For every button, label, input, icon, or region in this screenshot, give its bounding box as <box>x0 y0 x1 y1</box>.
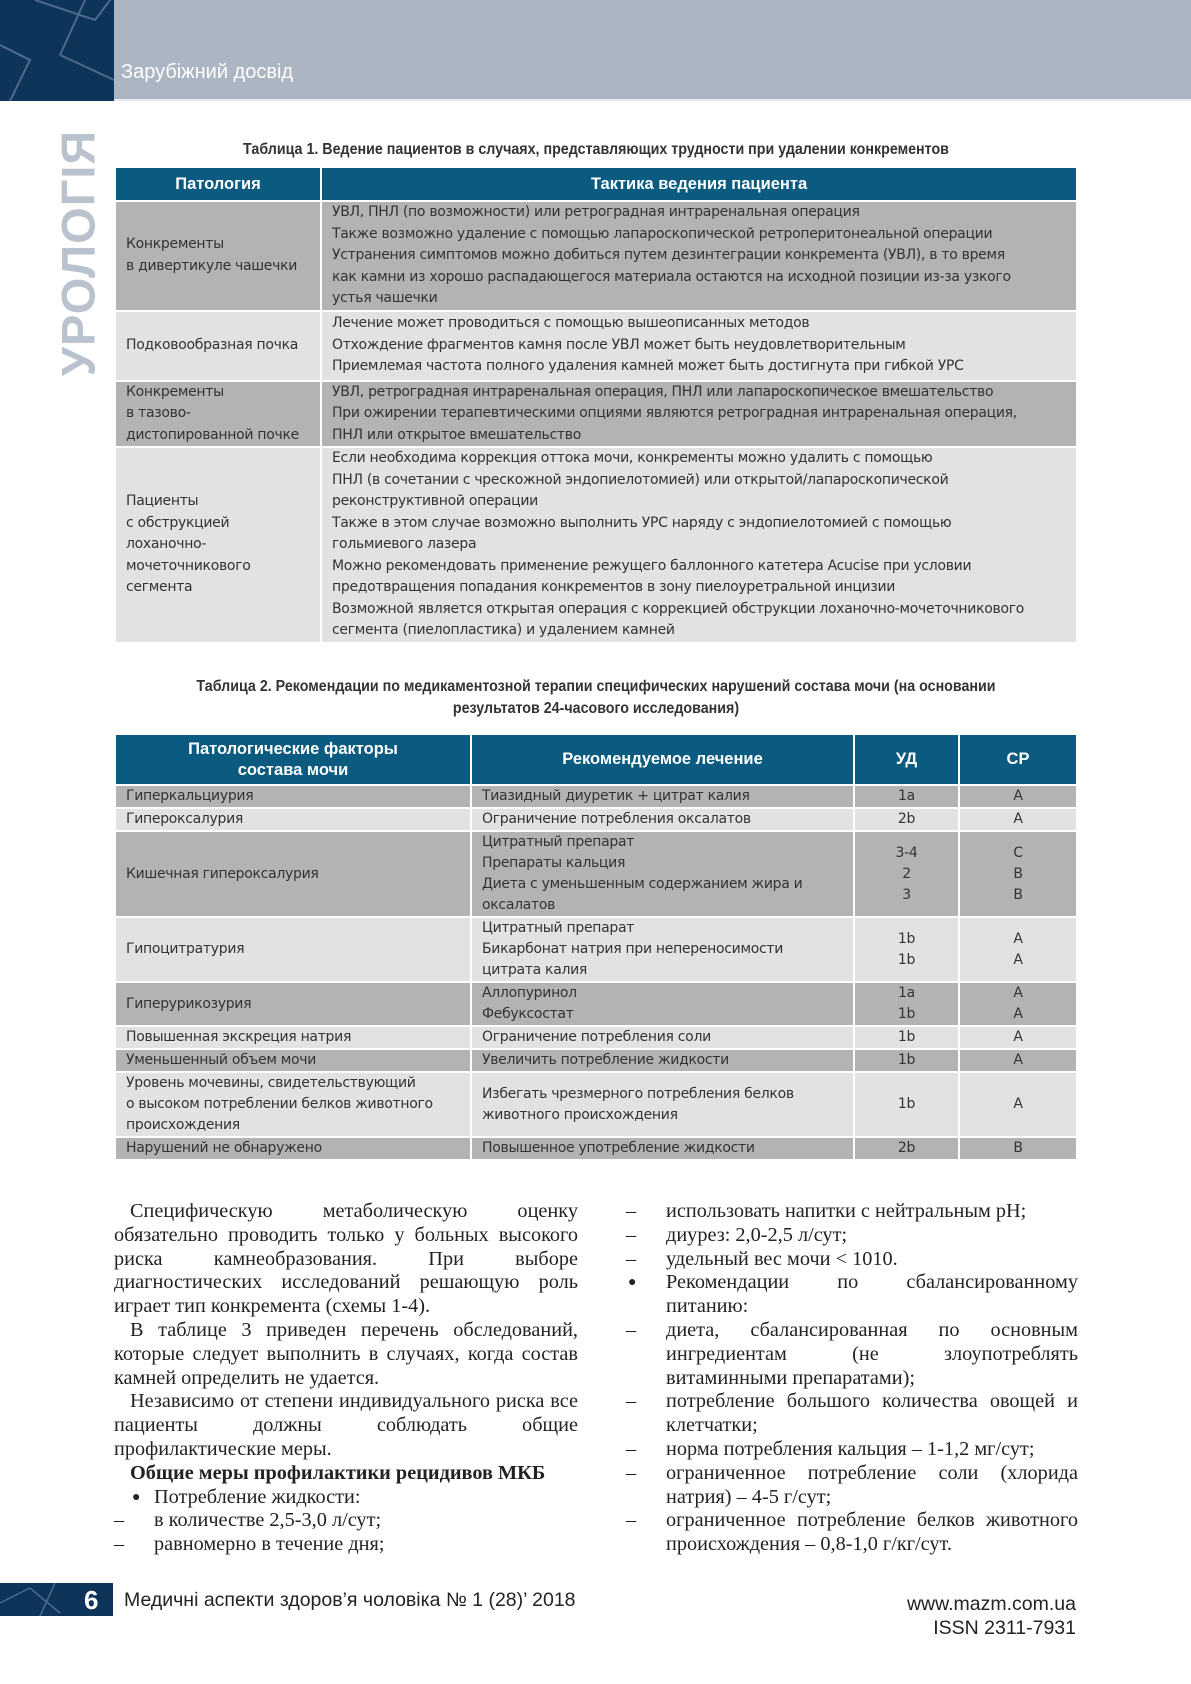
cell-line: При ожирении терапевтическими опциями являются ретроградная интраренальная операция, <box>332 405 1017 421</box>
cell-line: A <box>1013 951 1023 968</box>
list-text: диета, сбалансированная по основным ингредиентам (не злоупотреблять витаминными препаратами); <box>666 1318 1078 1389</box>
list-item <box>626 1224 1078 1248</box>
table2-treatment <box>471 917 854 982</box>
bullet-icon: ● <box>628 1275 637 1291</box>
cell-line: 1b <box>897 1006 916 1022</box>
table2-factor <box>115 982 471 1026</box>
table2-ud <box>854 808 959 831</box>
cell-line: 1b <box>897 1096 916 1112</box>
cell-line: B <box>1013 865 1023 882</box>
list-item <box>626 1390 1078 1438</box>
header-divider <box>114 99 1191 101</box>
list-text: ограниченное потребление соли (хлорида натрия) – 4-5 г/сут; <box>666 1461 1078 1508</box>
table2-row <box>115 1137 1077 1159</box>
cell-line: 2 <box>902 865 911 882</box>
table2-sr <box>959 1026 1077 1049</box>
cell-line: Подковообразная почка <box>126 336 299 353</box>
list-item <box>626 1319 1078 1390</box>
cell-line: лоханочно- <box>126 536 207 552</box>
cell-line: Аллопуринол <box>482 985 577 1001</box>
cell-line: Гиперкальциурия <box>126 788 254 804</box>
table2-header-treatment: Рекомендуемое лечение <box>471 735 854 785</box>
cell-line: A <box>1013 1029 1023 1045</box>
cell-line: Приемлемая частота полного удаления камней может быть достигнута при гибкой УРС <box>332 358 964 375</box>
page-header-band <box>0 0 1191 101</box>
dash-icon: – <box>626 1247 637 1270</box>
table2-treatment <box>471 1072 854 1137</box>
cell-line: 1a <box>898 985 915 1001</box>
dash-icon: – <box>114 1533 125 1556</box>
dash-icon: – <box>626 1509 637 1532</box>
list-text: Потребление жидкости: <box>154 1485 361 1508</box>
header-line: Патологические факторы <box>188 739 398 758</box>
page-number: 6 <box>84 1585 99 1615</box>
cell-line: с обструкцией <box>126 514 230 531</box>
table2-sr <box>959 1072 1077 1137</box>
cell-line: в дивертикуле чашечки <box>126 257 298 274</box>
cell-line: Если необходима коррекция оттока мочи, конкременты можно удалить с помощью <box>332 450 933 466</box>
table2-ud <box>854 1026 959 1049</box>
cell-line: Избегать чрезмерного потребления белков <box>482 1085 794 1102</box>
table2-sr <box>959 1137 1077 1159</box>
table1-pathology <box>115 447 321 642</box>
table1-caption: Таблица 1. Ведение пациентов в случаях, представляющих трудности при удалении конкрементов <box>243 141 949 158</box>
section-title: Зарубіжний досвід <box>121 61 294 83</box>
list-item <box>626 1438 1078 1462</box>
table2-factor <box>115 917 471 982</box>
table2-ud <box>854 1049 959 1072</box>
table2-ud <box>854 1137 959 1159</box>
paragraph: Специфическую метаболическую оценку обязательно проводить только у больных высокого риска камнеобразования. При выборе диагностических исследований решающую роль играет тип конкремента (схемы 1-4). <box>114 1200 578 1318</box>
cell-line: Пациенты <box>126 493 199 509</box>
cell-line: Фебуксостат <box>482 1006 574 1022</box>
table2-factor <box>115 1137 471 1159</box>
table2-row <box>115 982 1077 1026</box>
cell-line: Конкременты <box>126 383 224 400</box>
table1-row <box>115 201 1077 311</box>
list-text: потребление большого количества овощей и клетчатки; <box>666 1390 1078 1437</box>
cell-line: Уровень мочевины, свидетельствующий <box>126 1075 416 1091</box>
cell-line: A <box>1013 788 1023 804</box>
dash-icon: – <box>626 1200 637 1222</box>
website-link[interactable]: www.mazm.com.ua <box>906 1593 1076 1615</box>
cell-line: УВЛ, ПНЛ (по возможности) или ретроградная интраренальная операция <box>332 204 860 220</box>
table2-factor <box>115 808 471 831</box>
paragraph: Независимо от степени индивидуального риска все пациенты должны соблюдать общие профилактические меры. <box>114 1390 578 1460</box>
table2-sr <box>959 785 1077 808</box>
cell-line: Нарушений не обнаружено <box>126 1140 322 1156</box>
table1-tactics <box>321 311 1077 381</box>
table2-sr <box>959 1049 1077 1072</box>
cell-line: ПНЛ (в сочетании с чрескожной эндопиелотомией) или открытой/лапароскопической <box>332 471 949 488</box>
cell-line: сегмента <box>126 579 193 595</box>
table2-ud <box>854 982 959 1026</box>
table2-ud <box>854 831 959 917</box>
table2-treatment <box>471 982 854 1026</box>
cell-line: Бикарбонат натрия при непереносимости <box>482 941 784 957</box>
footer-right <box>907 1592 1076 1640</box>
cell-line: 1b <box>897 951 916 968</box>
list-text: норма потребления кальция – 1-1,2 мг/сут; <box>666 1437 1035 1460</box>
cell-line: A <box>1013 811 1023 827</box>
cell-line: Гипоцитратурия <box>126 941 245 957</box>
cell-line: Также в этом случае возможно выполнить УРС наряду с эндопиелотомией с помощью <box>332 514 952 531</box>
cell-line: гольмиевого лазера <box>332 536 477 552</box>
table1 <box>114 168 1078 642</box>
list-item <box>114 1509 578 1533</box>
caption-line: результатов 24-часового исследования) <box>452 700 740 717</box>
cell-line: дистопированной почке <box>126 426 299 443</box>
cell-line: 3-4 <box>895 844 918 861</box>
cell-line: о высоком потреблении белков животного <box>126 1096 433 1112</box>
table2-ud <box>854 917 959 982</box>
cell-line: Можно рекомендовать применение режущего баллонного катетера Acucise при условии <box>332 557 972 574</box>
table1-header-pathology: Патология <box>115 168 321 201</box>
list-text: Рекомендации по сбалансированному питанию: <box>666 1271 1078 1318</box>
table1-row <box>115 311 1077 381</box>
table2-row <box>115 808 1077 831</box>
table2-treatment <box>471 808 854 831</box>
table2-row <box>115 917 1077 982</box>
cell-line: Лечение может проводиться с помощью вышеописанных методов <box>332 315 810 332</box>
cell-line: Повышенное употребление жидкости <box>482 1140 755 1156</box>
table2-row <box>115 831 1077 917</box>
list-item <box>626 1271 1078 1319</box>
cell-line: Ограничение потребления оксалатов <box>482 811 751 827</box>
cell-line: мочеточникового <box>126 557 251 574</box>
table2-factor <box>115 831 471 917</box>
table1-row <box>115 447 1077 642</box>
cell-line: Также возможно удаление с помощью лапароскопической ретроперитонеальной операции <box>332 225 993 242</box>
table2-factor <box>115 1049 471 1072</box>
cell-line: A <box>1013 930 1023 947</box>
list-text: равномерно в течение дня; <box>154 1533 385 1556</box>
side-label-text: УРОЛОГІЯ <box>51 129 105 377</box>
table2-factor <box>115 1026 471 1049</box>
cell-line: 1b <box>897 1052 916 1068</box>
cell-line: Кишечная гипероксалурия <box>126 865 319 882</box>
cell-line: 1b <box>897 930 916 947</box>
table1-pathology <box>115 381 321 448</box>
list-item <box>626 1248 1078 1272</box>
table2-ud <box>854 785 959 808</box>
table2-sr <box>959 808 1077 831</box>
list-text: диурез: 2,0-2,5 л/сут; <box>666 1223 848 1246</box>
cell-line: Устранения симптомов можно добиться путем дезинтеграции конкремента (УВЛ), в то время <box>332 247 1005 263</box>
list-item <box>626 1462 1078 1510</box>
list-text: ограниченное потребление белков животного происхождения – 0,8-1,0 г/кг/сут. <box>666 1509 1078 1556</box>
table2-factor <box>115 785 471 808</box>
side-label <box>51 118 105 388</box>
table2-treatment <box>471 1026 854 1049</box>
dash-icon: – <box>626 1318 637 1341</box>
cell-line: B <box>1013 1140 1023 1156</box>
cell-line: Возможной является открытая операция с коррекцией обструкции лоханочно-мочеточникового <box>332 600 1025 617</box>
cell-line: Диета с уменьшенным содержанием жира и <box>482 876 803 892</box>
section-heading: Общие меры профилактики рецидивов МКБ <box>130 1461 546 1484</box>
dash-icon: – <box>626 1461 637 1484</box>
dash-icon: – <box>114 1509 125 1532</box>
cell-line: 3 <box>902 886 911 903</box>
table1-pathology <box>115 311 321 381</box>
list-text: удельный вес мочи < 1010. <box>666 1247 898 1270</box>
table1-tactics <box>321 201 1077 311</box>
cell-line: Препараты кальция <box>482 855 626 871</box>
table2-treatment <box>471 1049 854 1072</box>
cell-line: как камни из хорошо распадающегося материала остаются на исходной позиции из-за узкого <box>332 268 1011 285</box>
cell-line: Цитратный препарат <box>482 834 635 850</box>
table2-treatment <box>471 831 854 917</box>
table2-sr <box>959 831 1077 917</box>
cell-line: 2b <box>897 811 916 827</box>
table1-tactics <box>321 381 1077 448</box>
table2-sr <box>959 917 1077 982</box>
table2-ud <box>854 1072 959 1137</box>
cell-line: УВЛ, ретроградная интраренальная операция, ПНЛ или лапароскопическое вмешательство <box>332 383 994 400</box>
cell-line: происхождения <box>126 1117 240 1133</box>
cell-line: предотвращения попадания конкрементов в зону пиелоуретральной инцизии <box>332 579 896 595</box>
cell-line: A <box>1013 985 1023 1001</box>
cell-line: Гиперурикозурия <box>126 995 252 1012</box>
cell-line: B <box>1013 886 1023 903</box>
list-item <box>114 1533 578 1557</box>
cell-line: устья чашечки <box>332 290 438 306</box>
body-right-column <box>626 1200 1078 1557</box>
list-text: в количестве 2,5-3,0 л/сут; <box>154 1509 382 1532</box>
table1-tactics <box>321 447 1077 642</box>
table2 <box>114 735 1078 1159</box>
table1-pathology <box>115 201 321 311</box>
cell-line: A <box>1013 1096 1023 1112</box>
cell-line: A <box>1013 1052 1023 1068</box>
cell-line: Отхождение фрагментов камня после УВЛ может быть неудовлетворительным <box>332 336 906 353</box>
cell-line: 1b <box>897 1029 916 1045</box>
table2-row <box>115 1049 1077 1072</box>
cell-line: Гипероксалурия <box>126 811 244 827</box>
issn: ISSN 2311-7931 <box>933 1617 1076 1639</box>
table2-sr <box>959 982 1077 1026</box>
cell-line: Уменьшенный объем мочи <box>126 1052 317 1068</box>
table2-header-sr: СР <box>959 735 1077 785</box>
cell-line: цитрата калия <box>482 962 588 978</box>
dash-icon: – <box>626 1437 637 1460</box>
table2-row <box>115 785 1077 808</box>
cell-line: сегмента (пиелопластика) и удалением камней <box>332 622 675 638</box>
list-item <box>626 1200 1078 1224</box>
cell-line: ПНЛ или открытое вмешательство <box>332 426 581 443</box>
table2-treatment <box>471 785 854 808</box>
cell-line: Конкременты <box>126 236 224 253</box>
cell-line: в тазово- <box>126 405 191 421</box>
paragraph: В таблице 3 приведен перечень обследований, которые следует выполнить в случаях, когда состав камней определить не удается. <box>114 1318 578 1389</box>
table1-row <box>115 381 1077 448</box>
list-item <box>626 1509 1078 1557</box>
cell-line: Тиазидный диуретик + цитрат калия <box>482 788 750 804</box>
table2-header-factors <box>115 735 471 785</box>
cell-line: Увеличить потребление жидкости <box>482 1052 729 1068</box>
dash-icon: – <box>626 1390 637 1413</box>
cell-line: Повышенная экскреция натрия <box>126 1029 352 1045</box>
cell-line: оксалатов <box>482 897 556 913</box>
table2-factor <box>115 1072 471 1137</box>
bullet-icon: ● <box>132 1489 141 1505</box>
list-item <box>114 1486 578 1510</box>
table2-header-ud: УД <box>854 735 959 785</box>
body-left-column <box>114 1200 578 1557</box>
cell-line: Ограничение потребления соли <box>482 1029 711 1045</box>
header-logo-block <box>0 0 114 101</box>
table2-caption <box>153 676 1040 720</box>
cell-line: реконструктивной операции <box>332 493 538 509</box>
cell-line: A <box>1013 1006 1023 1022</box>
cell-line: 2b <box>897 1140 916 1156</box>
table2-treatment <box>471 1137 854 1159</box>
cell-line: C <box>1013 844 1023 861</box>
journal-title: Медичні аспекти здоров’я чоловіка № 1 (28)’ 2018 <box>124 1589 576 1611</box>
header-line: состава мочи <box>237 760 349 779</box>
table2-row <box>115 1026 1077 1049</box>
cell-line: животного происхождения <box>482 1106 678 1123</box>
caption-line: Таблица 2. Рекомендации по медикаментозной терапии специфических нарушений состава мочи (на основании <box>196 678 996 695</box>
list-text: использовать напитки с нейтральным pH; <box>666 1200 1027 1222</box>
table2-row <box>115 1072 1077 1137</box>
cell-line: Цитратный препарат <box>482 920 635 936</box>
decorative-lines-icon <box>0 0 114 101</box>
dash-icon: – <box>626 1223 637 1246</box>
cell-line: 1a <box>898 788 915 804</box>
table1-header-tactics: Тактика ведения пациента <box>321 168 1077 201</box>
